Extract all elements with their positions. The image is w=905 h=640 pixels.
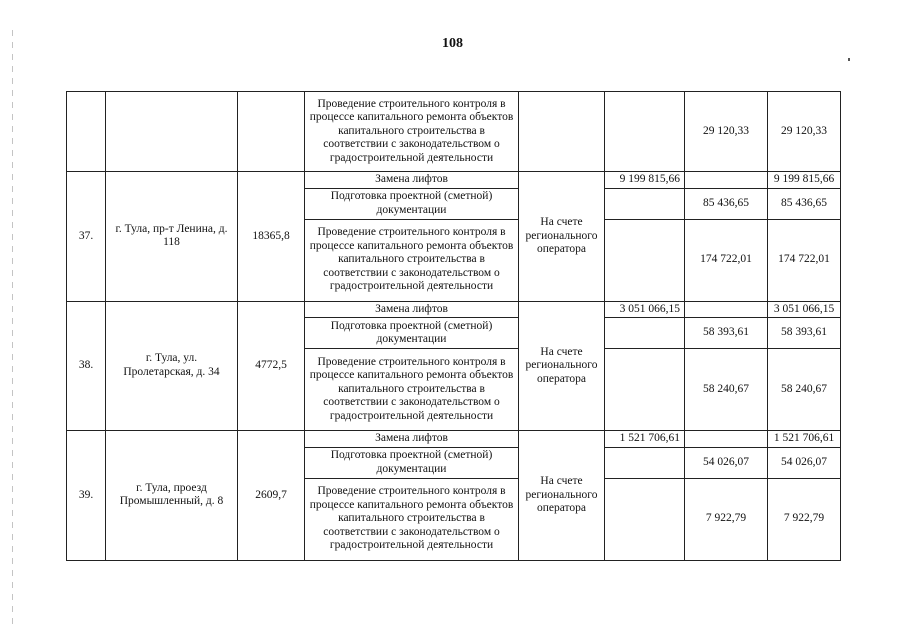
address-cell — [106, 92, 238, 172]
work-type-cell: Проведение строительного контроля в процессе капитального ремонта объектов капитального строительства в соответствии с законодательством о градостроительной деятельности — [305, 349, 519, 431]
work-type-cell: Подготовка проектной (сметной) документации — [305, 318, 519, 349]
total-amount-cell: 1 521 706,61 — [768, 431, 841, 448]
total-amount-cell: 85 436,65 — [768, 188, 841, 219]
amount-cell: 3 051 066,15 — [605, 301, 685, 318]
additional-amount-cell — [685, 172, 768, 189]
table-row — [67, 92, 841, 172]
total-amount-cell: 174 722,01 — [768, 219, 841, 301]
work-type-cell: Проведение строительного контроля в процессе капитального ремонта объектов капитального строительства в соответствии с законодательством о градостроительной деятельности — [305, 478, 519, 560]
fund-cell: На счете регионального оператора — [519, 431, 605, 561]
repair-plan-table — [66, 91, 841, 561]
work-type-cell: Проведение строительного контроля в процессе капитального ремонта объектов капитального строительства в соответствии с законодательством о градостроительной деятельности — [305, 219, 519, 301]
fund-cell: На счете регионального оператора — [519, 301, 605, 431]
amount-cell — [605, 188, 685, 219]
amount-cell — [605, 447, 685, 478]
scan-speck — [848, 58, 850, 61]
additional-amount-cell: 174 722,01 — [685, 219, 768, 301]
total-amount-cell: 9 199 815,66 — [768, 172, 841, 189]
additional-amount-cell: 7 922,79 — [685, 478, 768, 560]
table-row — [67, 301, 841, 318]
table-row — [67, 172, 841, 189]
object-address-cell: г. Тула, ул. Пролетарская, д. 34 — [106, 301, 238, 431]
additional-amount-cell — [685, 301, 768, 318]
object-address-cell: г. Тула, проезд Промышленный, д. 8 — [106, 431, 238, 561]
amount-cell — [605, 219, 685, 301]
work-type-cell: Замена лифтов — [305, 431, 519, 448]
amount-cell: 1 521 706,61 — [605, 431, 685, 448]
work-type-cell: Подготовка проектной (сметной) документации — [305, 447, 519, 478]
area-cell — [238, 92, 305, 172]
number-cell — [67, 92, 106, 172]
additional-amount-cell: 58 393,61 — [685, 318, 768, 349]
page-number: 108 — [442, 36, 463, 51]
additional-amount-cell: 54 026,07 — [685, 447, 768, 478]
object-address-cell: г. Тула, пр-т Ленина, д. 118 — [106, 172, 238, 302]
additional-amount-cell: 58 240,67 — [685, 349, 768, 431]
total-amount-cell: 7 922,79 — [768, 478, 841, 560]
additional-amount-cell — [685, 431, 768, 448]
total-amount-cell: 58 240,67 — [768, 349, 841, 431]
object-area-cell: 4772,5 — [238, 301, 305, 431]
amount-cell — [605, 92, 685, 172]
object-number-cell: 39. — [67, 431, 106, 561]
object-area-cell: 2609,7 — [238, 431, 305, 561]
additional-amount-cell: 85 436,65 — [685, 188, 768, 219]
amount-cell — [605, 349, 685, 431]
work-type-cell: Проведение строительного контроля в процессе капитального ремонта объектов капитального строительства в соответствии с законодательством о градостроительной деятельности — [305, 92, 519, 172]
fund-cell — [519, 92, 605, 172]
object-area-cell: 18365,8 — [238, 172, 305, 302]
scan-edge-mark — [12, 30, 13, 630]
additional-amount-cell: 29 120,33 — [685, 92, 768, 172]
amount-cell — [605, 318, 685, 349]
fund-cell: На счете регионального оператора — [519, 172, 605, 302]
amount-cell — [605, 478, 685, 560]
total-amount-cell: 3 051 066,15 — [768, 301, 841, 318]
object-number-cell: 37. — [67, 172, 106, 302]
total-amount-cell: 54 026,07 — [768, 447, 841, 478]
object-number-cell: 38. — [67, 301, 106, 431]
amount-cell: 9 199 815,66 — [605, 172, 685, 189]
work-type-cell: Замена лифтов — [305, 301, 519, 318]
table-row — [67, 431, 841, 448]
work-type-cell: Замена лифтов — [305, 172, 519, 189]
total-amount-cell: 29 120,33 — [768, 92, 841, 172]
work-type-cell: Подготовка проектной (сметной) документации — [305, 188, 519, 219]
total-amount-cell: 58 393,61 — [768, 318, 841, 349]
